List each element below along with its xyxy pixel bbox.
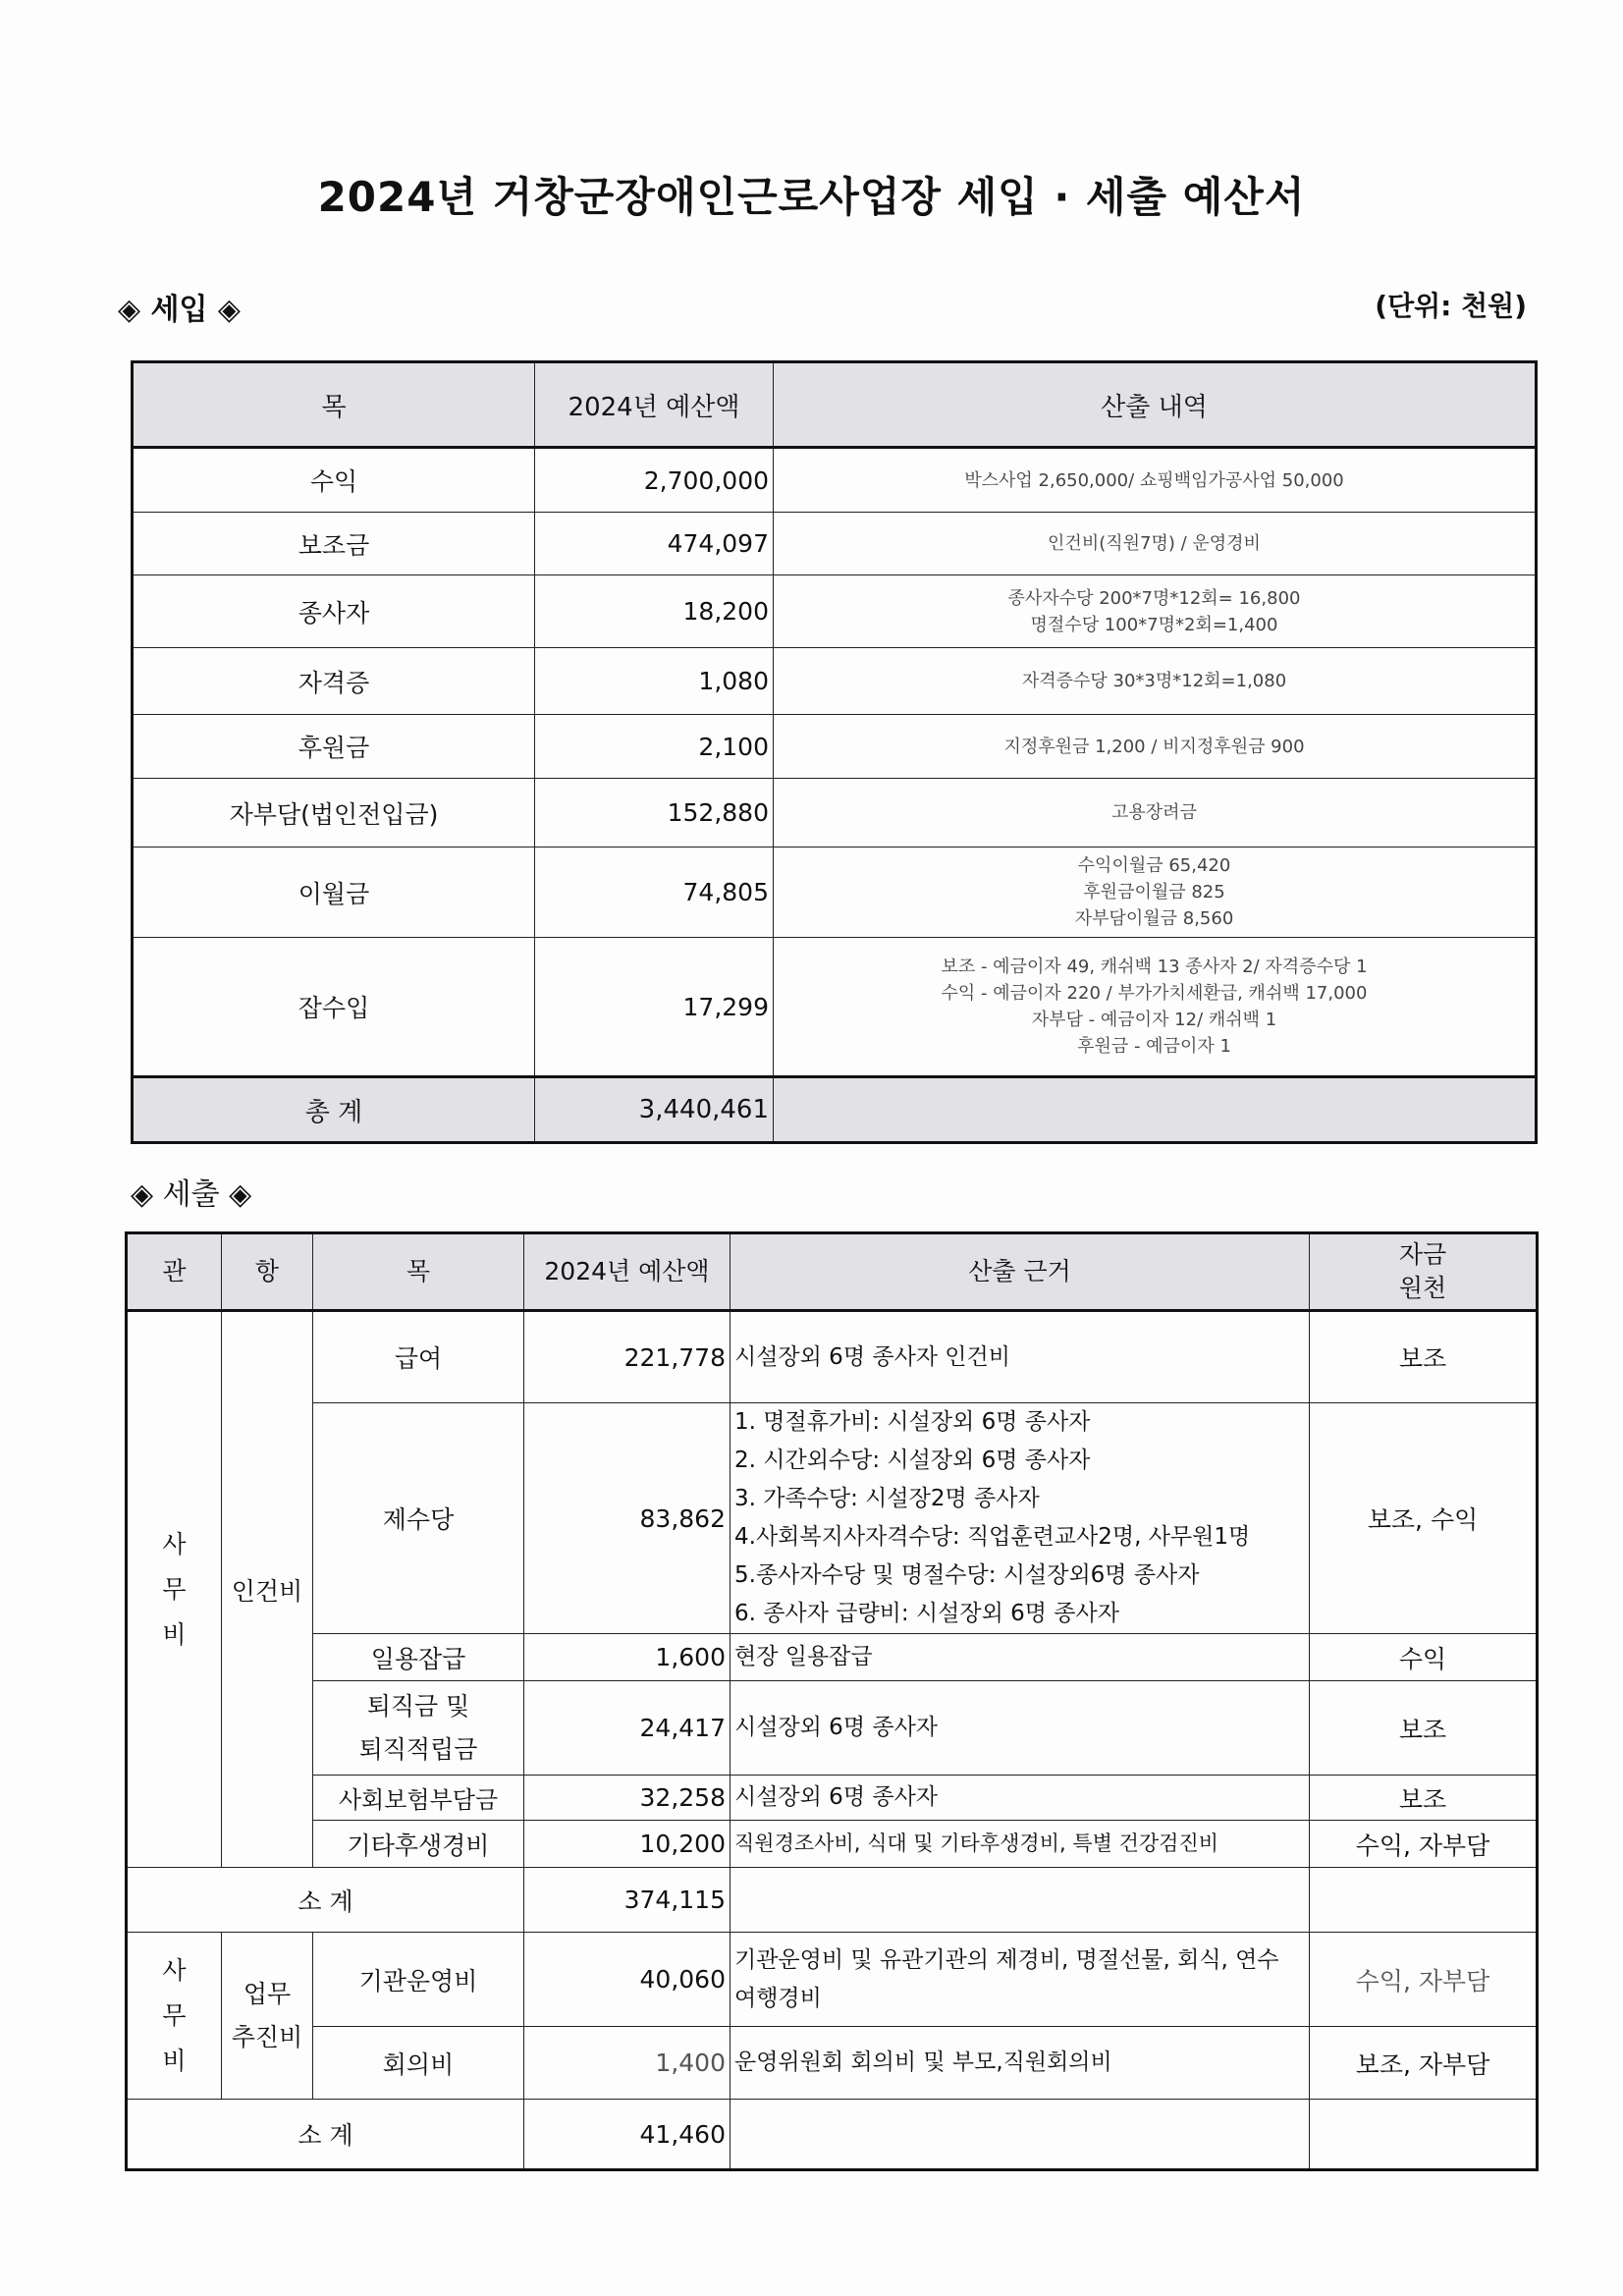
table-row (133, 847, 1537, 938)
expense-amount: 221,778 (524, 1311, 730, 1403)
income-detail: 종사자수당 200*7명*12회= 16,800 명절수당 100*7명*2회=1,400 (774, 575, 1537, 648)
expense-amount: 24,417 (524, 1681, 730, 1776)
expense-item: 기관운영비 (313, 1933, 524, 2027)
expense-item: 일용잡급 (313, 1634, 524, 1681)
income-detail: 수익이월금 65,420 후원금이월금 825 자부담이월금 8,560 (774, 847, 1537, 938)
table-row (133, 648, 1537, 715)
table-row (133, 448, 1537, 513)
expense-source: 보조, 자부담 (1310, 2027, 1538, 2100)
income-item: 종사자 (133, 575, 535, 648)
header-detail: 산출 내역 (774, 362, 1537, 448)
expense-source: 수익, 자부담 (1310, 1933, 1538, 2027)
income-amount: 18,200 (535, 575, 774, 648)
expense-item: 사회보험부담금 (313, 1776, 524, 1821)
table-row (127, 1681, 1538, 1776)
expense-basis: 시설장외 6명 종사자 인건비 (730, 1311, 1310, 1403)
table-row (133, 575, 1537, 648)
income-total-label: 총 계 (133, 1077, 535, 1143)
header-mok: 목 (133, 362, 535, 448)
header-amount: 2024년 예산액 (524, 1233, 730, 1311)
subtotal-row (127, 2100, 1538, 2170)
income-item: 자격증 (133, 648, 535, 715)
expense-item: 기타후생경비 (313, 1821, 524, 1868)
table-row (127, 1821, 1538, 1868)
gwan-cell: 사 무 비 (127, 1933, 222, 2100)
expense-source: 보조 (1310, 1776, 1538, 1821)
expense-amount: 10,200 (524, 1821, 730, 1868)
income-item: 잡수입 (133, 938, 535, 1077)
income-detail: 인건비(직원7명) / 운영경비 (774, 513, 1537, 575)
expense-amount: 40,060 (524, 1933, 730, 2027)
expense-amount: 83,862 (524, 1403, 730, 1634)
gwan-cell: 사 무 비 (127, 1311, 222, 1868)
expense-basis: 시설장외 6명 종사자 (730, 1681, 1310, 1776)
income-detail: 보조 - 예금이자 49, 캐쉬백 13 종사자 2/ 자격증수당 1 수익 - 예금이자 220 / 부가가치세환급, 캐쉬백 17,000 자부담 - 예금이자 12/ 캐쉬백 1 후원금 - 예금이자 1 (774, 938, 1537, 1077)
income-amount: 17,299 (535, 938, 774, 1077)
income-item: 자부담(법인전입금) (133, 779, 535, 847)
table-row (133, 715, 1537, 779)
income-total-amount: 3,440,461 (535, 1077, 774, 1143)
header-amount: 2024년 예산액 (535, 362, 774, 448)
income-section-label: ◈ 세입 ◈ (118, 293, 241, 327)
header-hang: 항 (222, 1233, 313, 1311)
income-amount: 2,700,000 (535, 448, 774, 513)
income-item: 보조금 (133, 513, 535, 575)
expense-section-label: ◈ 세출 ◈ (131, 1177, 252, 1212)
table-row (127, 1634, 1538, 1681)
income-amount: 74,805 (535, 847, 774, 938)
table-row (133, 938, 1537, 1077)
expense-source: 수익 (1310, 1634, 1538, 1681)
table-row (127, 1776, 1538, 1821)
subtotal-basis (730, 1868, 1310, 1933)
subtotal-label: 소 계 (127, 1868, 524, 1933)
income-header-row (133, 362, 1537, 448)
income-item: 후원금 (133, 715, 535, 779)
subtotal-source (1310, 1868, 1538, 1933)
income-amount: 474,097 (535, 513, 774, 575)
subtotal-row (127, 1868, 1538, 1933)
income-amount: 2,100 (535, 715, 774, 779)
expense-header-row (127, 1233, 1538, 1311)
income-detail: 고용장려금 (774, 779, 1537, 847)
expense-basis: 직원경조사비, 식대 및 기타후생경비, 특별 건강검진비 (730, 1821, 1310, 1868)
expense-source: 보조 (1310, 1681, 1538, 1776)
income-amount: 152,880 (535, 779, 774, 847)
expense-source: 보조, 수익 (1310, 1403, 1538, 1634)
table-row (127, 1933, 1538, 2027)
expense-source: 보조 (1310, 1311, 1538, 1403)
expense-item: 제수당 (313, 1403, 524, 1634)
income-detail: 지정후원금 1,200 / 비지정후원금 900 (774, 715, 1537, 779)
table-row (127, 1403, 1538, 1634)
header-basis: 산출 근거 (730, 1233, 1310, 1311)
subtotal-amount: 41,460 (524, 2100, 730, 2170)
income-total-detail (774, 1077, 1537, 1143)
income-item: 수익 (133, 448, 535, 513)
hang-cell: 업무 추진비 (222, 1933, 313, 2100)
income-amount: 1,080 (535, 648, 774, 715)
expense-basis: 현장 일용잡급 (730, 1634, 1310, 1681)
subtotal-label: 소 계 (127, 2100, 524, 2170)
expense-basis: 운영위원회 회의비 및 부모,직원회의비 (730, 2027, 1310, 2100)
expense-amount: 1,600 (524, 1634, 730, 1681)
hang-cell: 인건비 (222, 1311, 313, 1868)
table-row (127, 2027, 1538, 2100)
table-row (127, 1311, 1538, 1403)
header-gwan: 관 (127, 1233, 222, 1311)
income-total-row (133, 1077, 1537, 1143)
subtotal-amount: 374,115 (524, 1868, 730, 1933)
income-detail: 박스사업 2,650,000/ 쇼핑백임가공사업 50,000 (774, 448, 1537, 513)
expense-item: 퇴직금 및 퇴직적립금 (313, 1681, 524, 1776)
expense-amount: 1,400 (524, 2027, 730, 2100)
page-title: 2024년 거창군장애인근로사업장 세입 · 세출 예산서 (317, 173, 1306, 221)
expense-amount: 32,258 (524, 1776, 730, 1821)
expense-basis: 기관운영비 및 유관기관의 제경비, 명절선물, 회식, 연수 여행경비 (730, 1933, 1310, 2027)
subtotal-basis (730, 2100, 1310, 2170)
expense-basis: 1. 명절휴가비: 시설장외 6명 종사자 2. 시간외수당: 시설장외 6명 종사자 3. 가족수당: 시설장2명 종사자 4.사회복지사자격수당: 직업훈련교사2명, 사무원1명 5.종사자수당 및 명절수당: 시설장외6명 종사자 6. 종사자 급량비: 시설장외 6명 종사자 (730, 1403, 1310, 1634)
subtotal-source (1310, 2100, 1538, 2170)
expense-item: 회의비 (313, 2027, 524, 2100)
expense-basis: 시설장외 6명 종사자 (730, 1776, 1310, 1821)
header-source: 자금 원천 (1310, 1233, 1538, 1311)
income-item: 이월금 (133, 847, 535, 938)
income-table (131, 360, 1538, 1144)
expense-item: 급여 (313, 1311, 524, 1403)
table-row (133, 779, 1537, 847)
income-detail: 자격증수당 30*3명*12회=1,080 (774, 648, 1537, 715)
unit-label: (단위: 천원) (1375, 290, 1527, 322)
header-mok: 목 (313, 1233, 524, 1311)
table-row (133, 513, 1537, 575)
expense-source: 수익, 자부담 (1310, 1821, 1538, 1868)
expense-table (125, 1231, 1539, 2171)
